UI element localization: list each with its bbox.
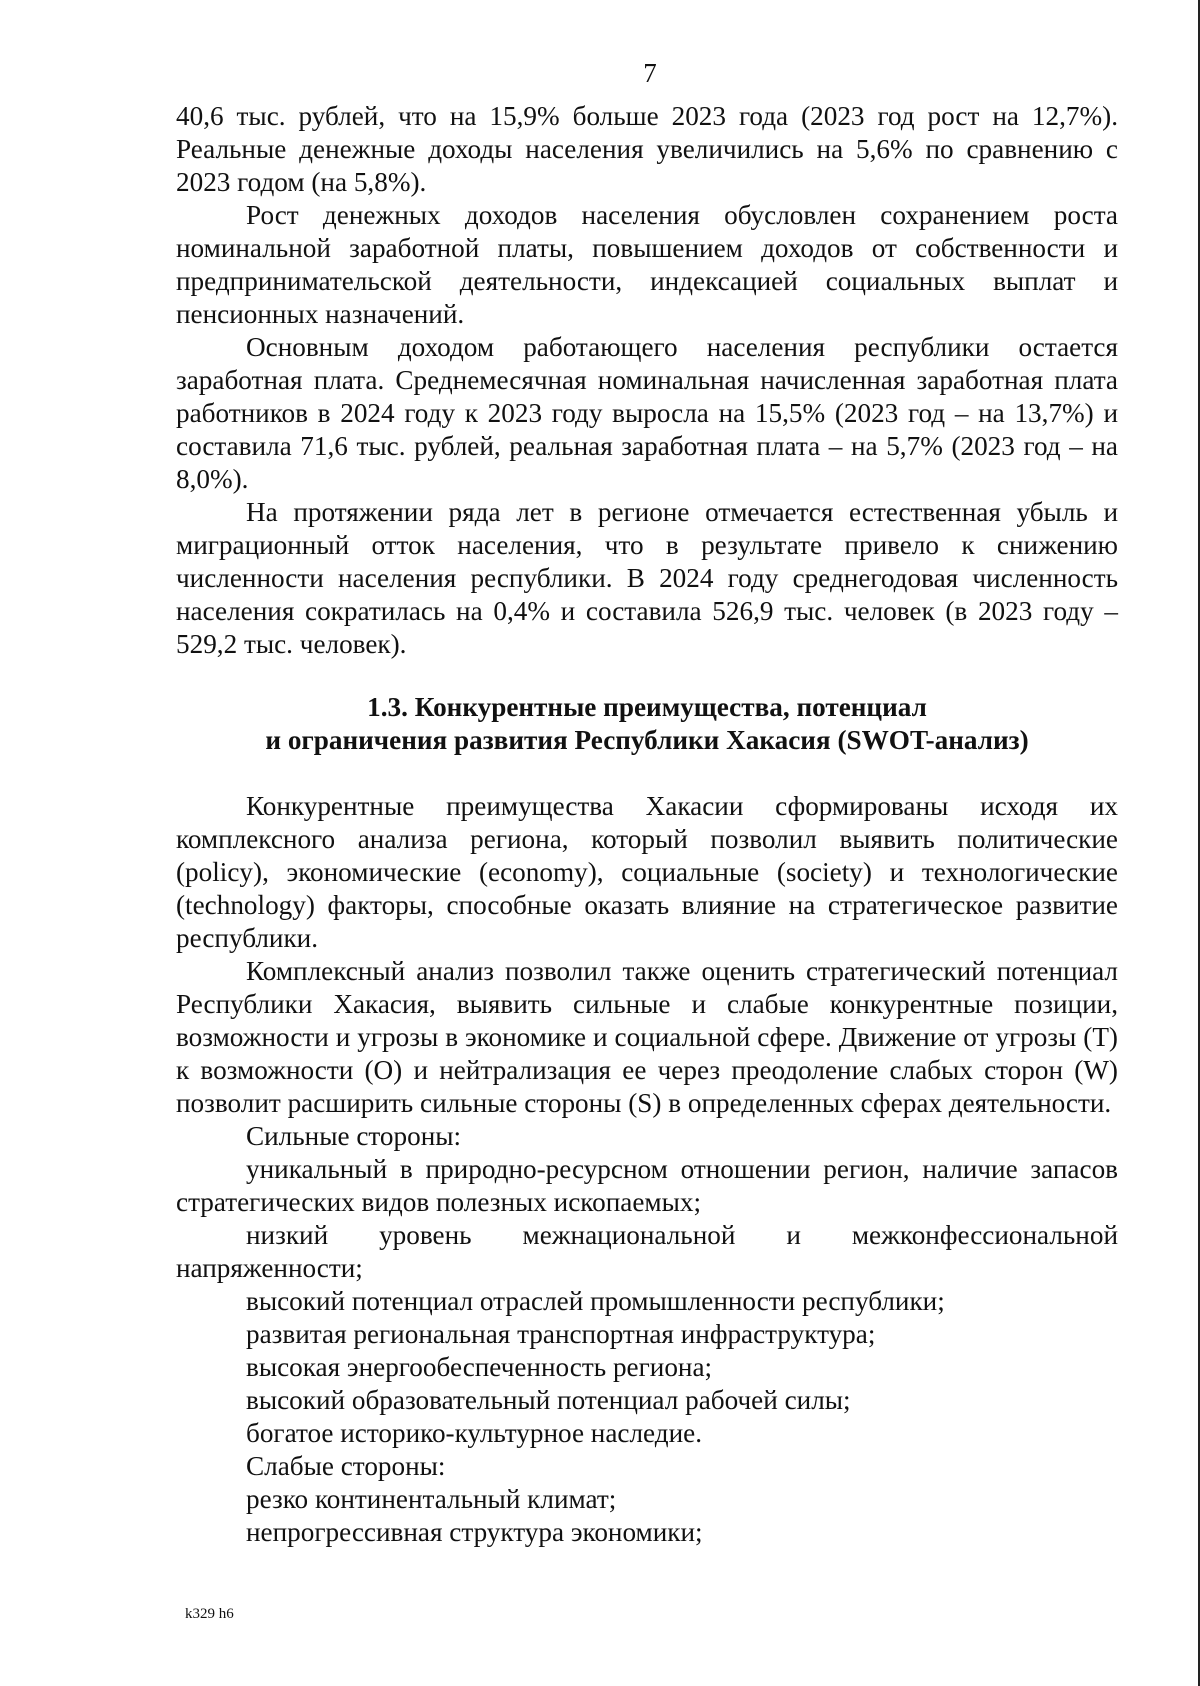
strengths-label: Сильные стороны: — [246, 1121, 462, 1151]
paragraph-population: На протяжении ряда лет в регионе отмечается естественная убыль и миграционный отток населения, что в результате привело к снижению численности населения республики. В 2024 году среднегодовая численность населения сократилась на 0,4% и составила 526,9 тыс. человек (в 2023 году – 529,2 тыс. человек). — [176, 497, 1118, 659]
section-heading-line-2: и ограничения развития Республики Хакасия (SWOT-анализ) — [265, 725, 1029, 755]
list-item: непрогрессивная структура экономики; — [246, 1517, 703, 1547]
list-item: низкий уровень межнациональной и межконфессиональной напряженности; — [176, 1220, 1118, 1283]
list-item: уникальный в природно-ресурсном отношении регион, наличие запасов стратегических видов полезных ископаемых; — [176, 1154, 1118, 1217]
paragraph-income-continued: 40,6 тыс. рублей, что на 15,9% больше 2023 года (2023 год рост на 12,7%). Реальные денежные доходы населения увеличились на 5,6% по сравнению с 2023 годом (на 5,8%). — [176, 101, 1118, 197]
list-item: богатое историко-культурное наследие. — [246, 1418, 703, 1448]
paragraph-salary: Основным доходом работающего населения республики остается заработная плата. Среднемесячная номинальная начисленная заработная плата работников в 2024 году к 2023 году выросла на 15,5% (2023 год – на 13,7%) и составила 71,6 тыс. рублей, реальная заработная плата – на 5,7% (2023 год – на 8,0%). — [176, 332, 1118, 494]
list-item: высокий потенциал отраслей промышленности республики; — [246, 1286, 945, 1316]
list-item: высокий образовательный потенциал рабочей силы; — [246, 1385, 851, 1415]
weaknesses-label: Слабые стороны: — [246, 1451, 446, 1481]
paragraph-income-growth: Рост денежных доходов населения обусловлен сохранением роста номинальной заработной платы, повышением доходов от собственности и предпринимательской деятельности, индексацией социальных выплат и пенсионных назначений. — [176, 200, 1118, 329]
section-heading — [176, 691, 1118, 757]
list-item: резко континентальный климат; — [246, 1484, 617, 1514]
footer-document-code: k329 h6 — [185, 1606, 234, 1622]
document-body — [176, 100, 1118, 1549]
paragraph-competitive-advantages: Конкурентные преимущества Хакасии сформированы исходя их комплексного анализа региона, который позволил выявить политические (policy), экономические (economy), социальные (society) и технологические (technology) факторы, способные оказать влияние на стратегическое развитие республики. — [176, 791, 1118, 953]
list-item: высокая энергообеспеченность региона; — [246, 1352, 713, 1382]
list-item: развитая региональная транспортная инфраструктура; — [246, 1319, 876, 1349]
section-heading-line-1: 1.3. Конкурентные преимущества, потенциал — [367, 692, 927, 722]
paragraph-complex-analysis: Комплексный анализ позволил также оценить стратегический потенциал Республики Хакасия, выявить сильные и слабые конкурентные позиции, возможности и угрозы в экономике и социальной сфере. Движение от угрозы (T) к возможности (O) и нейтрализация ее через преодоление слабых сторон (W) позволит расширить сильные стороны (S) в определенных сферах деятельности. — [176, 956, 1118, 1118]
page-number: 7 — [643, 58, 657, 88]
